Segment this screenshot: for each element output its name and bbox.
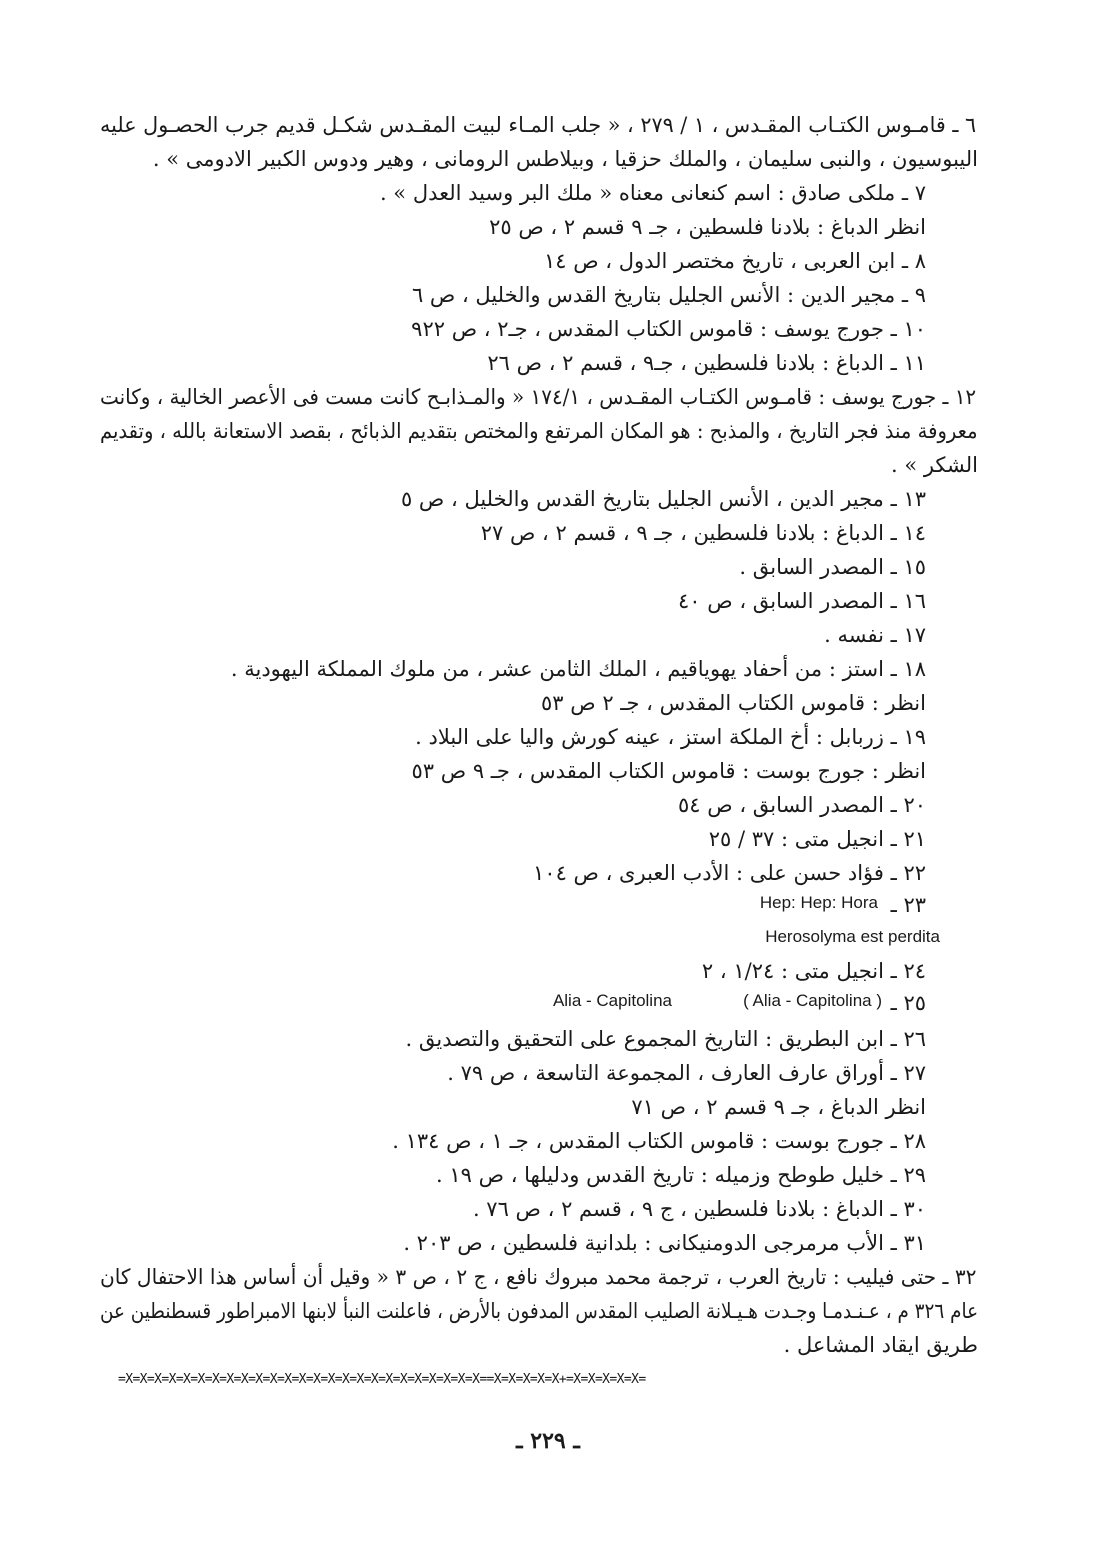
footnote-26: ٢٦ ـ ابن البطريق : التاريخ المجموع على التحقيق والتصديق . — [405, 1027, 926, 1051]
footnote-24: ٢٤ ـ انجيل متى : ١/٢٤ ، ٢ — [701, 959, 926, 983]
footnote-18-line1: ١٨ ـ استز : من أحفاد يهوياقيم ، الملك الثامن عشر ، من ملوك المملكة اليهودية . — [230, 657, 926, 681]
footnote-19-line1: ١٩ ـ زربابل : أخ الملكة استز ، عينه كورش واليا على البلاد . — [415, 725, 926, 749]
footnote-8: ٨ ـ ابن العربى ، تاريخ مختصر الدول ، ص ١٤ — [543, 249, 926, 273]
footnote-32-line2: عام ٣٢٦ م ، عـنـدمـا وجـدت هـيـلانة الصليب المقدس المدفون بالأرض ، فاعلنت النبأ لابنها الامبراطور قسطنطين عن — [99, 1299, 978, 1323]
footnote-12-line3: الشكر » . — [890, 453, 978, 477]
footnote-13: ١٣ ـ مجير الدين ، الأنس الجليل بتاريخ القدس والخليل ، ص ٥ — [400, 487, 926, 511]
footnote-12-line2: معروفة منذ فجر التاريخ ، والمذبح : هو المكان المرتفع والمختص بتقديم الذبائح ، بقصد الاستعانة بالله ، وتقديم — [100, 419, 978, 443]
footnote-7-line2: انظر الدباغ : بلادنا فلسطين ، جـ ٩ قسم ٢ ، ص ٢٥ — [489, 215, 926, 239]
footnote-27-line1: ٢٧ ـ أوراق عارف العارف ، المجموعة التاسعة ، ص ٧٩ . — [447, 1061, 926, 1085]
footnote-9: ٩ ـ مجير الدين : الأنس الجليل بتاريخ القدس والخليل ، ص ٦ — [411, 283, 926, 307]
footnote-18-line2: انظر : قاموس الكتاب المقدس ، جـ ٢ ص ٥٣ — [541, 691, 926, 715]
footnote-28: ٢٨ ـ جورج بوست : قاموس الكتاب المقدس ، جـ ١ ، ص ١٣٤ . — [392, 1129, 926, 1153]
footnote-6-line2: اليبوسيون ، والنبى سليمان ، والملك حزقيا ، وبيلاطس الرومانى ، وهير ودوس الكبير الادومى » . — [152, 147, 978, 171]
footnote-11: ١١ ـ الدباغ : بلادنا فلسطين ، جـ٩ ، قسم ٢ ، ص ٢٦ — [487, 351, 926, 375]
footnote-10: ١٠ ـ جورج يوسف : قاموس الكتاب المقدس ، جـ٢ ، ص ٩٢٢ — [411, 317, 926, 341]
page-number: ـ ٢٢٩ ـ — [516, 1428, 580, 1454]
footnote-23-number: ٢٣ ـ — [890, 893, 926, 917]
decorative-separator: =X=X=X=X=X=X=X=X=X=X=X=X=X=X=X=X=X=X=X=X=X=X=X=X=X==X=X=X=X=X+=X=X=X=X=X= — [118, 1372, 646, 1387]
footnote-20: ٢٠ ـ المصدر السابق ، ص ٥٤ — [678, 793, 926, 817]
footnote-23-latin: Hep: Hep: Hora — [759, 893, 878, 912]
footnote-27-line2: انظر الدباغ ، جـ ٩ قسم ٢ ، ص ٧١ — [631, 1095, 926, 1119]
footnote-31: ٣١ ـ الأب مرمرجى الدومنيكانى : بلدانية فلسطين ، ص ٢٠٣ . — [403, 1231, 926, 1255]
footnote-17: ١٧ ـ نفسه . — [824, 623, 926, 647]
footnote-14: ١٤ ـ الدباغ : بلادنا فلسطين ، جـ ٩ ، قسم ٢ ، ص ٢٧ — [480, 521, 926, 545]
footnote-15: ١٥ ـ المصدر السابق . — [739, 555, 926, 579]
footnote-6-line1: ٦ ـ قامـوس الكتـاب المقـدس ، ١ / ٢٧٩ ، « جلب المـاء لبيت المقـدس شكـل قديم جرب الحصـول عليه — [99, 113, 976, 137]
footnote-23-latin-continuation: Herosolyma est perdita — [765, 927, 940, 946]
footnote-25-number: ٢٥ ـ — [890, 991, 926, 1015]
footnote-32-line1: ٣٢ ـ حتى فيليب : تاريخ العرب ، ترجمة محمد مبروك نافع ، ج ٢ ، ص ٣ « وقيل أن أساس هذا الاحتفال كان — [99, 1265, 976, 1289]
footnote-19-line2: انظر : جورج بوست : قاموس الكتاب المقدس ، جـ ٩ ص ٥٣ — [411, 759, 926, 783]
footnote-12-line1: ١٢ ـ جورج يوسف : قامـوس الكتـاب المقـدس ، ١٧٤/١ « والمـذابـح كانت مست فى الأعصر الخالية ، وكانت — [99, 385, 976, 409]
footnote-30: ٣٠ ـ الدباغ : بلادنا فلسطين ، ج ٩ ، قسم ٢ ، ص ٧٦ . — [472, 1197, 926, 1221]
footnote-25-latin-parenthesized: ( Alia - Capitolina ) — [743, 991, 882, 1010]
footnote-16: ١٦ ـ المصدر السابق ، ص ٤٠ — [678, 589, 926, 613]
footnote-29: ٢٩ ـ خليل طوطح وزميله : تاريخ القدس ودليلها ، ص ١٩ . — [436, 1163, 926, 1187]
footnote-32-line3: طريق ايقاد المشاعل . — [783, 1333, 978, 1357]
footnote-22: ٢٢ ـ فؤاد حسن على : الأدب العبرى ، ص ١٠٤ — [533, 861, 926, 885]
footnote-25-latin: Alia - Capitolina — [552, 991, 672, 1010]
footnote-21: ٢١ ـ انجيل متى : ٣٧ / ٢٥ — [708, 827, 926, 851]
footnote-7-line1: ٧ ـ ملكى صادق : اسم كنعانى معناه « ملك البر وسيد العدل » . — [379, 181, 926, 205]
